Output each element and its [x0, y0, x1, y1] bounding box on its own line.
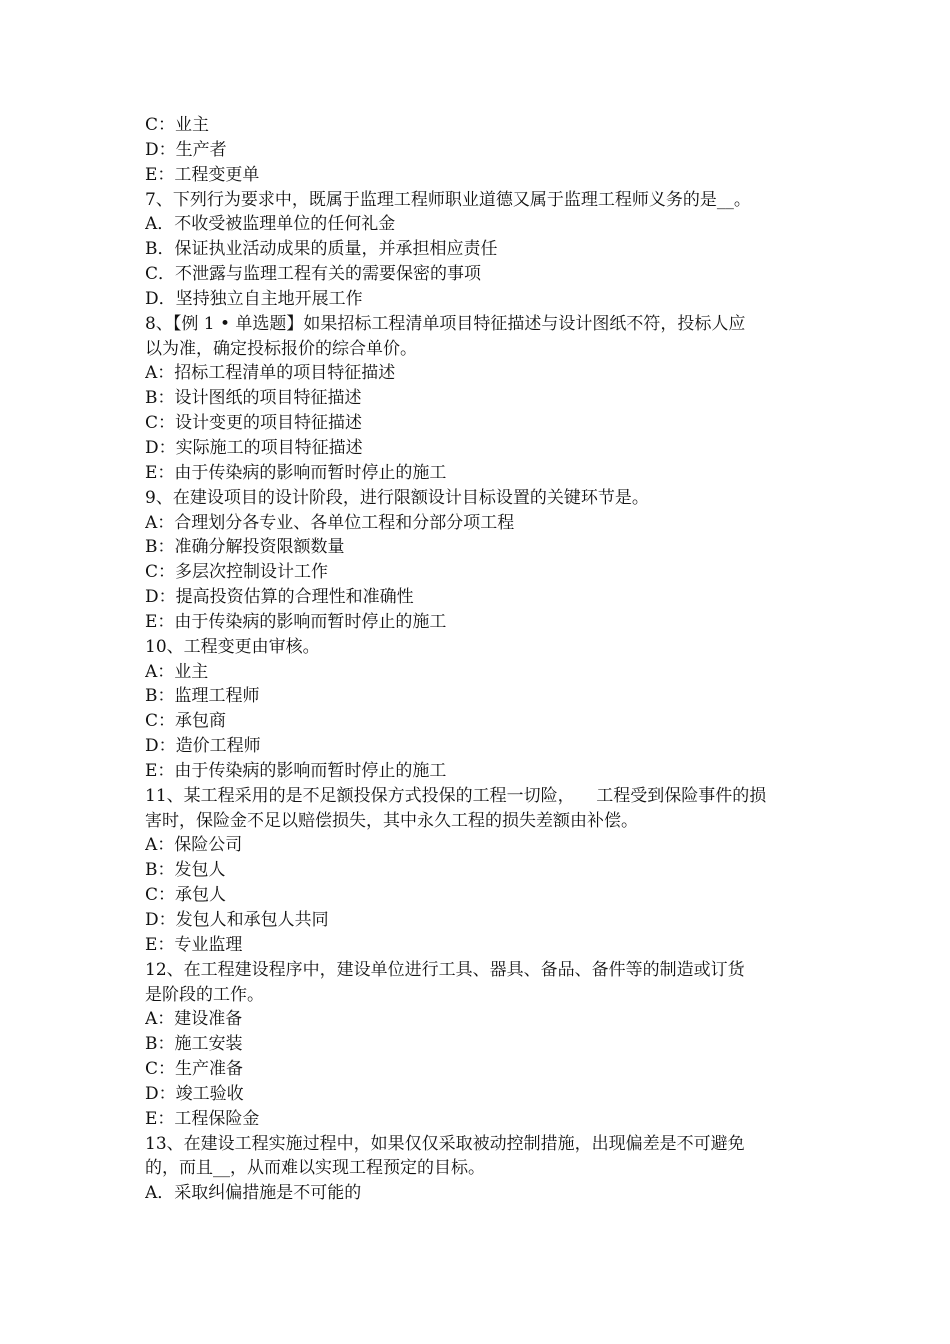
text-line: E：工程保险金: [145, 1108, 260, 1129]
text-line: B：监理工程师: [145, 686, 260, 707]
question-text: 是阶段的工作。: [145, 984, 264, 1005]
question-text: 的，而且__，从而难以实现工程预定的目标。: [145, 1158, 485, 1179]
text-line: A．不收受被监理单位的任何礼金: [145, 214, 396, 235]
text-line: B：发包人: [145, 860, 226, 881]
text-line: C：承包人: [145, 885, 227, 906]
text-line: B：施工安装: [145, 1034, 243, 1055]
text-line: E：由于传染病的影响而暂时停止的施工: [145, 760, 447, 781]
text-line: D：生产者: [145, 139, 227, 160]
text-line: D：提高投资估算的合理性和准确性: [145, 587, 414, 608]
question-text: 12、在工程建设程序中，建设单位进行工具、器具、备品、备件等的制造或订货: [145, 959, 745, 980]
text-line: D：造价工程师: [145, 736, 261, 757]
text-line: B：准确分解投资限额数量: [145, 537, 345, 558]
text-line: C．不泄露与监理工程有关的需要保密的事项: [145, 264, 482, 285]
question-text: 害时，保险金不足以赔偿损失，其中永久工程的损失差额由补偿。: [145, 810, 638, 831]
text-line: E：由于传染病的影响而暂时停止的施工: [145, 462, 447, 483]
text-line: A：业主: [145, 661, 209, 682]
question-text: 9、在建设项目的设计阶段，进行限额设计目标设置的关键环节是。: [145, 487, 649, 508]
text-line: D：发包人和承包人共同: [145, 910, 329, 930]
question-text: 11、某工程采用的是不足额投保方式投保的工程一切险， 工程受到保险事件的损: [145, 785, 767, 806]
text-line: E：工程变更单: [145, 164, 260, 185]
text-line: A：合理划分各专业、各单位工程和分部分项工程: [145, 512, 515, 533]
text-line: D：实际施工的项目特征描述: [145, 437, 363, 458]
text-line: B：设计图纸的项目特征描述: [145, 388, 362, 409]
text-line: C：多层次控制设计工作: [145, 562, 329, 583]
text-line: A：建设准备: [145, 1009, 243, 1030]
text-line: D．坚持独立自主地开展工作: [145, 288, 363, 309]
text-line: E：专业监理: [145, 934, 243, 955]
text-line: C：生产准备: [145, 1059, 244, 1080]
document-page: [145, 113, 810, 1206]
text-line: B．保证执业活动成果的质量，并承担相应责任: [145, 239, 498, 260]
question-text: 13、在建设工程实施过程中，如果仅仅采取被动控制措施，出现偏差是不可避免: [145, 1133, 745, 1154]
question-text: 10、工程变更由审核。: [145, 636, 320, 657]
question-text: 以为准，确定投标报价的综合单价。: [145, 338, 417, 359]
question-text: 8、【例 1 • 单选题】如果招标工程清单项目特征描述与设计图纸不符，投标人应: [145, 313, 746, 334]
text-line: A．采取纠偏措施是不可能的: [145, 1183, 362, 1204]
text-line: A：招标工程清单的项目特征描述: [145, 363, 396, 384]
text-line: C：承包商: [145, 711, 227, 732]
text-line: C：业主: [145, 115, 210, 135]
text-line: E：由于传染病的影响而暂时停止的施工: [145, 611, 447, 632]
text-line: D：竣工验收: [145, 1083, 244, 1104]
text-line: A：保险公司: [145, 835, 243, 856]
text-line: C：设计变更的项目特征描述: [145, 413, 363, 434]
question-text: 7、下列行为要求中，既属于监理工程师职业道德又属于监理工程师义务的是__。: [145, 189, 751, 210]
